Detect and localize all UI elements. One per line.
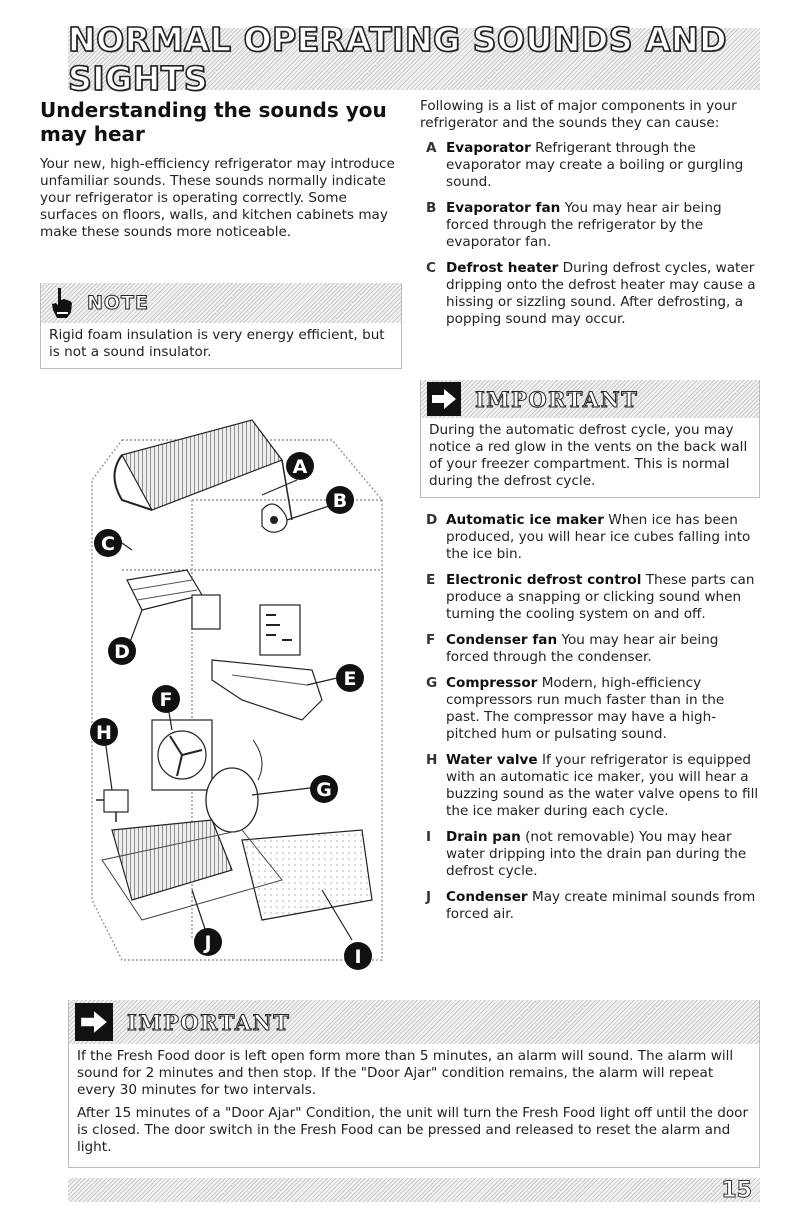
component-letter: I: [426, 829, 432, 845]
left-column: [40, 98, 402, 241]
component-letter: G: [426, 675, 438, 691]
evaporator-fan: [262, 504, 287, 532]
note-title: NOTE: [87, 292, 149, 314]
page-number: 15: [721, 1177, 752, 1203]
component-name: Electronic defrost control: [446, 572, 642, 588]
component-item: [420, 829, 760, 880]
callout-e-label: E: [343, 668, 357, 690]
note-box: [40, 283, 402, 369]
condenser-coil: [112, 820, 232, 900]
evaporator-coil: [115, 420, 293, 520]
component-description: Modern, high-efficiency compressors run much faster than in the past. The compressor may have a high-pitched hum or pulsating sound.: [446, 675, 725, 742]
component-item: [420, 512, 760, 563]
component-item: [420, 260, 760, 328]
component-name: Compressor: [446, 675, 538, 691]
component-list-top: [420, 140, 760, 328]
important-header: [69, 1000, 759, 1044]
component-description: During defrost cycles, water dripping onto the defrost heater may cause a hissing or sizzling sound. After defrosting, a popping sound may occur.: [446, 260, 756, 327]
component-list-bottom: [420, 512, 760, 932]
page-title: NORMAL OPERATING SOUNDS AND SIGHTS: [68, 20, 728, 98]
component-name: Defrost heater: [446, 260, 559, 276]
callout-i-label: I: [354, 946, 362, 968]
compressor: [206, 740, 262, 832]
callout-j-label: J: [204, 932, 212, 954]
component-description: If your refrigerator is equipped with an automatic ice maker, you will hear a buzzing sound as the water valve opens to fill the ice maker during each cycle.: [446, 752, 759, 819]
component-letter: E: [426, 572, 436, 588]
component-name: Drain pan: [446, 829, 521, 845]
page-footer: [68, 1178, 760, 1202]
callout-d-label: D: [114, 641, 130, 663]
note-text: Rigid foam insulation is very energy efficient, but is not a sound insulator.: [49, 327, 385, 360]
section-heading: Understanding the sounds you may hear: [40, 98, 387, 146]
component-letter: J: [426, 889, 432, 905]
component-letter: F: [426, 632, 436, 648]
intro-paragraph: Your new, high-efficiency refrigerator may introduce unfamiliar sounds. These sounds normally indicate your refrigerator is operating correctly. Some surfaces on floors, walls, and kitchen cabinets may make these sounds more noticeable.: [40, 156, 395, 240]
component-letter: H: [426, 752, 438, 768]
component-item: [420, 889, 760, 923]
component-item: [420, 200, 760, 251]
arrow-right-icon: [427, 382, 461, 416]
refrigerator-diagram: [82, 400, 388, 980]
component-item: [420, 632, 760, 666]
callout-g-label: G: [316, 779, 332, 801]
components-intro: Following is a list of major components in your refrigerator and the sounds they can cause:: [420, 98, 737, 131]
important-title: IMPORTANT: [475, 386, 639, 412]
callout-c-label: C: [101, 533, 115, 555]
arrow-right-icon: [75, 1003, 113, 1041]
important-text: During the automatic defrost cycle, you may notice a red glow in the vents on the back wall of your freezer compartment. This is normal during the defrost cycle.: [429, 422, 748, 489]
note-header: [41, 283, 401, 323]
callout-a-label: A: [292, 456, 308, 478]
component-name: Water valve: [446, 752, 538, 768]
page-banner: [68, 20, 760, 98]
right-column: [420, 98, 760, 337]
ice-maker: [127, 570, 220, 629]
component-name: Evaporator fan: [446, 200, 561, 216]
component-item: [420, 752, 760, 820]
hand-pointer-icon: [49, 286, 75, 320]
important-header: [421, 380, 759, 418]
drain-trough: [212, 660, 322, 720]
important-title: IMPORTANT: [127, 1009, 291, 1035]
important-text-2: After 15 minutes of a "Door Ajar" Condition, the unit will turn the Fresh Food light off until the door is closed. The door switch in the Fresh Food can be pressed and released to reset the alarm and light.: [77, 1105, 749, 1155]
component-description: Refrigerant through the evaporator may create a boiling or gurgling sound.: [446, 140, 744, 190]
component-description: (not removable) You may hear water dripping into the drain pan during the defrost cycle.: [446, 829, 747, 879]
callout-h-label: H: [96, 722, 112, 744]
component-letter: A: [426, 140, 437, 156]
component-item: [420, 572, 760, 623]
component-letter: C: [426, 260, 436, 276]
callout-b-label: B: [332, 490, 348, 512]
component-name: Condenser fan: [446, 632, 558, 648]
condenser-fan: [152, 720, 212, 790]
component-description: You may hear air being forced through the refrigerator by the evaporator fan.: [446, 200, 722, 250]
component-description: When ice has been produced, you will hear ice cubes falling into the ice bin.: [446, 512, 751, 562]
component-description: These parts can produce a snapping or clicking sound when turning the cooling system on and off.: [446, 572, 755, 622]
component-item: [420, 140, 760, 191]
defrost-control-board: [260, 605, 300, 655]
component-name: Condenser: [446, 889, 528, 905]
component-item: [420, 675, 760, 743]
important-box-door-alarm: [68, 1000, 760, 1168]
component-letter: D: [426, 512, 438, 528]
callout-f-label: F: [159, 689, 173, 711]
water-valve: [96, 790, 128, 822]
component-description: May create minimal sounds from forced air.: [446, 889, 756, 922]
component-name: Automatic ice maker: [446, 512, 604, 528]
important-text-1: If the Fresh Food door is left open form more than 5 minutes, an alarm will sound. The alarm will sound for 2 minutes and then stop. If the "Door Ajar" condition remains, the alarm will repeat every 30 minutes for two intervals.: [77, 1048, 734, 1098]
component-name: Evaporator: [446, 140, 531, 156]
important-box-defrost: [420, 380, 760, 498]
component-letter: B: [426, 200, 437, 216]
drain-pan: [242, 830, 372, 920]
component-description: You may hear air being forced through the condenser.: [446, 632, 719, 665]
